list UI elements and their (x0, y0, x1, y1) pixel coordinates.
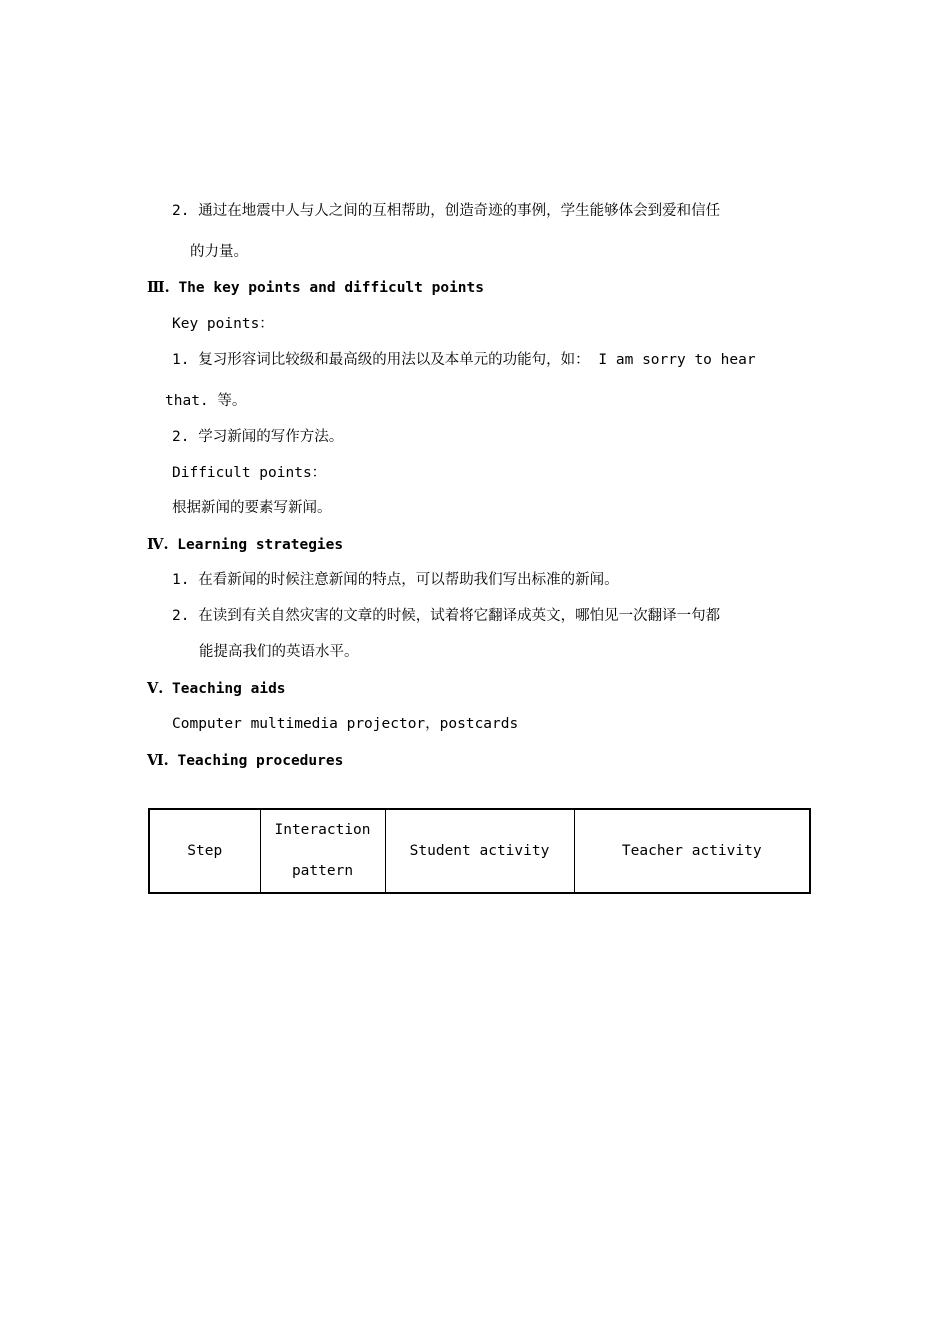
key-points-label: Key points： (172, 316, 274, 332)
header-step: Step (149, 809, 260, 893)
teaching-procedures-table (148, 808, 811, 894)
difficult-point-item: 根据新闻的要素写新闻。 (172, 500, 332, 516)
section-numeral: Ⅲ. (147, 279, 170, 296)
difficult-points-label: Difficult points： (172, 465, 327, 481)
header-student-activity: Student activity (385, 809, 574, 893)
section-heading-learning-strategies (147, 535, 343, 555)
section-heading-key-points (147, 278, 484, 298)
goal-item-2-line-2: 的力量。 (190, 244, 248, 260)
header-teacher-activity: Teacher activity (574, 809, 810, 893)
teaching-aids-content: Computer multimedia projector，postcards (172, 716, 519, 732)
section-numeral: Ⅵ. (147, 752, 169, 769)
strategy-item-1: 1. 在看新闻的时候注意新闻的特点，可以帮助我们写出标准的新闻。 (172, 572, 619, 588)
table-header-row (149, 809, 810, 893)
header-interaction-line-1: Interaction (274, 822, 371, 838)
section-title: Teaching procedures (177, 753, 344, 769)
header-interaction-line-2: pattern (291, 863, 354, 879)
section-heading-teaching-procedures (147, 751, 343, 771)
key-point-item-1-line-1: 1. 复习形容词比较级和最高级的用法以及本单元的功能句，如： I am sorry to hear (172, 352, 756, 368)
header-interaction-pattern (260, 809, 385, 893)
strategy-item-2-line-1: 2. 在读到有关自然灾害的文章的时候，试着将它翻译成英文，哪怕见一次翻译一句都 (172, 608, 721, 624)
strategy-item-2-line-2: 能提高我们的英语水平。 (199, 644, 359, 660)
section-title: Teaching aids (172, 681, 286, 697)
section-heading-teaching-aids (147, 679, 286, 699)
key-point-item-2: 2. 学习新闻的写作方法。 (172, 429, 344, 445)
section-numeral: Ⅳ. (147, 536, 169, 553)
section-numeral: Ⅴ. (147, 680, 164, 697)
goal-item-2-line-1: 2. 通过在地震中人与人之间的互相帮助，创造奇迹的事例，学生能够体会到爱和信任 (172, 203, 721, 219)
key-point-item-1-line-2: that. 等。 (165, 393, 247, 409)
section-title: The key points and difficult points (178, 280, 484, 296)
section-title: Learning strategies (177, 537, 344, 553)
